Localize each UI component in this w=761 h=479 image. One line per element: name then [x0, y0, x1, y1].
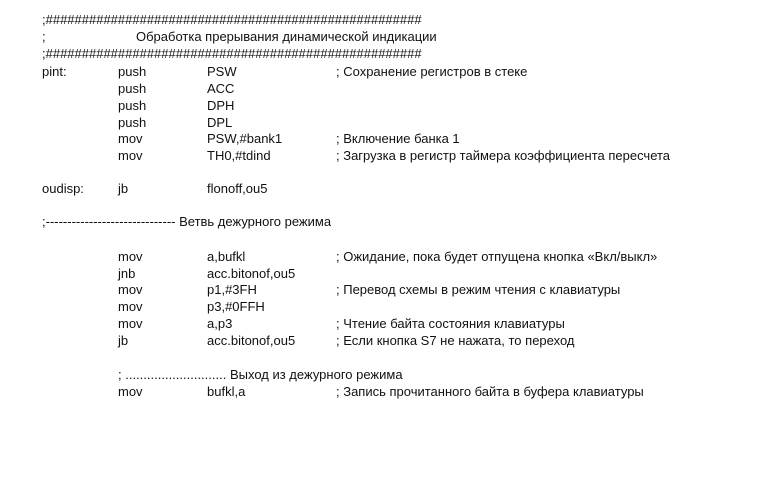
code-op: mov — [118, 299, 143, 314]
code-op: mov — [118, 131, 143, 146]
code-op: push — [118, 115, 147, 130]
header-rule-bottom: ;#################################################### — [42, 46, 422, 61]
code-op: push — [118, 81, 147, 96]
code-arg: DPH — [207, 98, 235, 113]
code-comment: ; Включение банка 1 — [336, 131, 460, 146]
header-rule-top: ;#################################################### — [42, 12, 422, 27]
code-comment: ; Если кнопка S7 не нажата, то переход — [336, 333, 575, 348]
code-comment: ; Ожидание, пока будет отпущена кнопка «Вкл/выкл» — [336, 249, 658, 264]
code-arg: p3,#0FFH — [207, 299, 265, 314]
code-op: jnb — [118, 266, 136, 281]
code-arg: ACC — [207, 81, 235, 96]
code-arg: bufkl,a — [207, 384, 246, 399]
code-op: mov — [118, 148, 143, 163]
code-arg: PSW,#bank1 — [207, 131, 283, 146]
code-op: jb — [118, 181, 129, 196]
code-arg: a,bufkl — [207, 249, 246, 264]
code-op: mov — [118, 384, 143, 399]
section-divider: ;------------------------------ Ветвь дежурного режима — [42, 214, 332, 229]
code-label: pint: — [42, 64, 67, 79]
code-arg: DPL — [207, 115, 233, 130]
code-op: mov — [118, 249, 143, 264]
code-op: mov — [118, 316, 143, 331]
code-op: push — [118, 98, 147, 113]
code-op: jb — [118, 333, 129, 348]
code-arg: acc.bitonof,ou5 — [207, 266, 296, 281]
code-comment: ; Перевод схемы в режим чтения с клавиатуры — [336, 282, 621, 297]
header-title-prefix: ; — [42, 29, 46, 44]
code-op: push — [118, 64, 147, 79]
code-op: mov — [118, 282, 143, 297]
code-comment: ; Запись прочитанного байта в буфера клавиатуры — [336, 384, 644, 399]
code-arg: p1,#3FH — [207, 282, 257, 297]
code-arg: TH0,#tdind — [207, 148, 271, 163]
code-comment: ; Чтение байта состояния клавиатуры — [336, 316, 565, 331]
header-title: Обработка прерывания динамической индикации — [136, 29, 437, 44]
section-divider: ; ............................ Выход из дежурного режима — [118, 367, 403, 382]
code-comment: ; Сохранение регистров в стеке — [336, 64, 528, 79]
code-arg: flonoff,ou5 — [207, 181, 268, 196]
code-arg: PSW — [207, 64, 237, 79]
code-arg: a,p3 — [207, 316, 233, 331]
code-comment: ; Загрузка в регистр таймера коэффициента пересчета — [336, 148, 671, 163]
code-arg: acc.bitonof,ou5 — [207, 333, 296, 348]
code-label: oudisp: — [42, 181, 84, 196]
